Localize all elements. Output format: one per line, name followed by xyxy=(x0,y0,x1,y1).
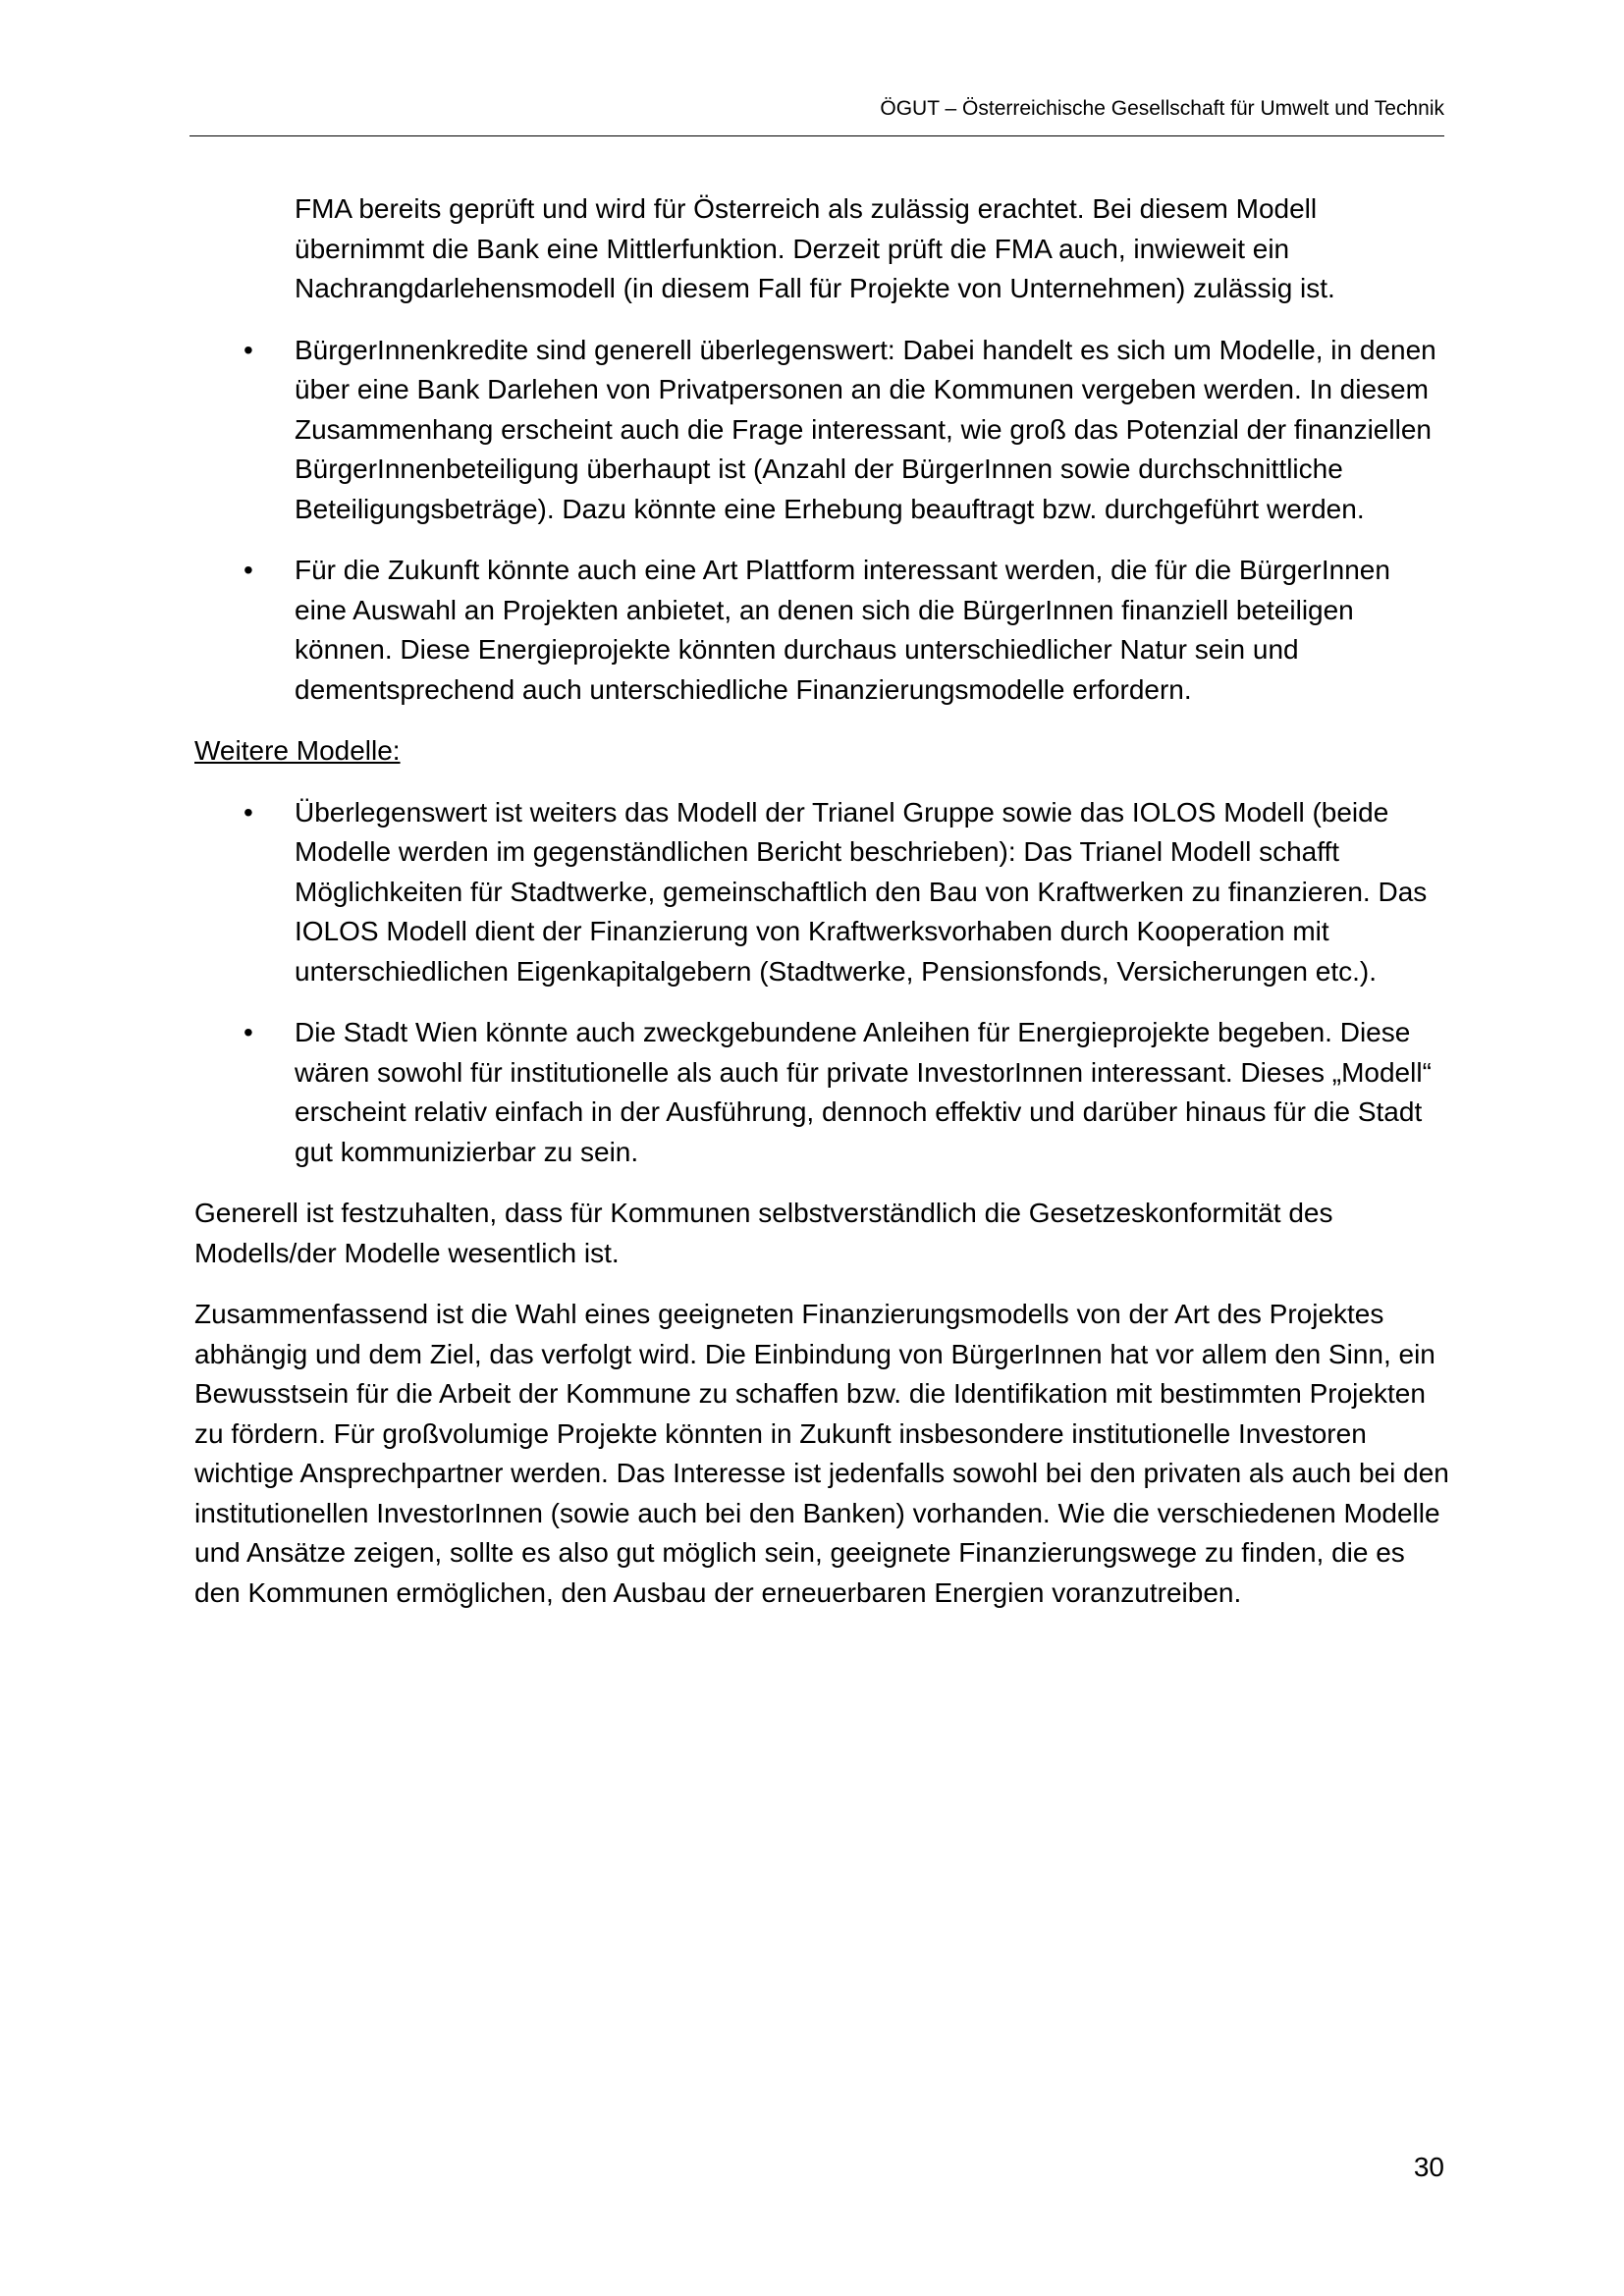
body-paragraph: Zusammenfassend ist die Wahl eines geeigneten Finanzierungsmodells von der Art des Projektes abhängig und dem Ziel, das verfolgt wird. Die Einbindung von BürgerInnen hat vor allem den Sinn, ein Bewusstsein für die Arbeit der Kommune zu schaffen bzw. die Identifikation mit bestimmten Projekten zu fördern. Für großvolumige Projekte könnten in Zukunft insbesondere institutionelle Investoren wichtige Ansprechpartner werden. Das Interesse ist jedenfalls sowohl bei den privaten als auch bei den institutionellen InvestorInnen (sowie auch bei den Banken) vorhanden. Wie die verschiedenen Modelle und Ansätze zeigen, sollte es also gut möglich sein, geeignete Finanzierungswege zu finden, die es den Kommunen ermöglichen, den Ausbau der erneuerbaren Energien voranzutreiben. xyxy=(194,1299,1449,1608)
bullet-list-2 xyxy=(194,793,1449,1173)
list-item-text: Die Stadt Wien könnte auch zweckgebundene Anleihen für Energieprojekte begeben. Diese wären sowohl für institutionelle als auch für private InvestorInnen interessant. Dieses „Modell“ erscheint relativ einfach in der Ausführung, dennoch effektiv und darüber hinaus für die Stadt gut kommunizierbar zu sein. xyxy=(295,1017,1432,1167)
bullet-icon: • xyxy=(244,334,253,365)
bullet-icon: • xyxy=(244,555,253,585)
bullet-icon: • xyxy=(244,796,253,828)
body-paragraph: Generell ist festzuhalten, dass für Kommunen selbstverständlich die Gesetzeskonformität des Modells/der Modelle wesentlich ist. xyxy=(194,1198,1333,1268)
list-item-text: Für die Zukunft könnte auch eine Art Plattform interessant werden, die für die BürgerInnen eine Auswahl an Projekten anbietet, an denen sich die BürgerInnen finanziell beteiligen können. Diese Energieprojekte könnten durchaus unterschiedlicher Natur sein und dementsprechend auch unterschiedliche Finanzierungsmodelle erfordern. xyxy=(295,555,1390,705)
list-item xyxy=(194,551,1449,710)
page-content xyxy=(194,189,1449,1634)
list-item xyxy=(194,1013,1449,1172)
page-number: 30 xyxy=(1413,2152,1444,2182)
header-title: ÖGUT – Österreichische Gesellschaft für Umwelt und Technik xyxy=(880,97,1444,120)
bullet-icon: • xyxy=(244,1017,253,1047)
section-heading: Weitere Modelle: xyxy=(194,735,401,766)
continued-paragraph: FMA bereits geprüft und wird für Österreich als zulässig erachtet. Bei diesem Modell übernimmt die Bank eine Mittlerfunktion. Derzeit prüft die FMA auch, inwieweit ein Nachrangdarlehensmodell (in diesem Fall für Projekte von Unternehmen) zulässig ist. xyxy=(295,193,1335,303)
list-item xyxy=(194,793,1449,992)
list-item-text: BürgerInnenkredite sind generell überlegenswert: Dabei handelt es sich um Modelle, in denen über eine Bank Darlehen von Privatpersonen an die Kommunen vergeben werden. In diesem Zusammenhang erscheint auch die Frage interessant, wie groß das Potenzial der finanziellen BürgerInnenbeteiligung überhaupt ist (Anzahl der BürgerInnen sowie durchschnittliche Beteiligungsbeträge). Dazu könnte eine Erhebung beauftragt bzw. durchgeführt werden. xyxy=(295,334,1436,524)
list-item xyxy=(194,331,1449,530)
list-item-text: Überlegenswert ist weiters das Modell der Trianel Gruppe sowie das IOLOS Modell (beide Modelle werden im gegenständlichen Bericht beschrieben): Das Trianel Modell schafft Möglichkeiten für Stadtwerke, gemeinschaftlich den Bau von Kraftwerken zu finanzieren. Das IOLOS Modell dient der Finanzierung von Kraftwerksvorhaben durch Kooperation mit unterschiedlichen Eigenkapitalgebern (Stadtwerke, Pensionsfonds, Versicherungen etc.). xyxy=(295,796,1428,987)
bullet-list-1 xyxy=(194,331,1449,711)
page-header xyxy=(189,94,1444,136)
